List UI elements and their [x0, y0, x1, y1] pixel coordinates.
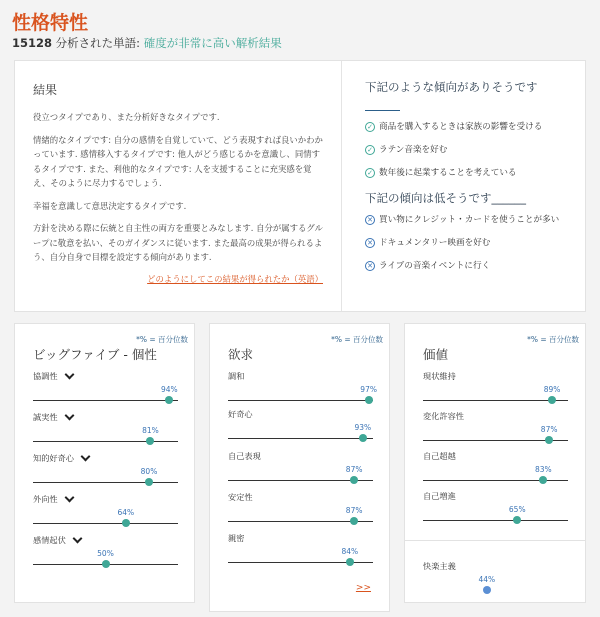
trait-name — [228, 409, 373, 420]
trait-label: 自己表現 — [228, 451, 261, 461]
percentile-value: 44% — [478, 575, 496, 584]
trait-agreeableness[interactable] — [33, 371, 178, 394]
value-self-enhancement — [423, 491, 568, 514]
percentile-marker — [483, 586, 491, 594]
percentile-value: 97% — [360, 385, 377, 394]
percentile-value: 93% — [354, 423, 372, 432]
likely-item — [365, 144, 577, 157]
values-panel — [404, 323, 586, 603]
unlikely-item-label: ライブの音楽イベントに行く — [379, 261, 491, 271]
need-harmony — [228, 371, 377, 394]
trait-name — [228, 492, 373, 503]
trait-label: 調和 — [228, 371, 245, 381]
need-curiosity — [228, 409, 373, 432]
trait-name — [33, 453, 178, 464]
percentile-marker — [146, 437, 154, 445]
percentile-marker — [350, 476, 358, 484]
trait-name — [228, 533, 373, 544]
likely-item-label: 数年後に起業することを考えている — [379, 168, 517, 178]
result-paragraph: 幸福を意識して意思決定するタイプです. — [33, 200, 187, 211]
tendencies-section — [355, 61, 587, 311]
likely-item-label: 商品を購入するときは家族の影響を受ける — [379, 122, 543, 132]
trait-extraversion[interactable] — [33, 494, 178, 517]
trait-name — [423, 371, 568, 382]
percentile-marker — [165, 396, 173, 404]
trait-name — [423, 451, 568, 462]
percentile-value: 64% — [117, 508, 135, 517]
result-paragraph: 方針を決める際に伝統と自主性の両方を重要とみなします. 自分が属するグループに敬意を払い、そのガイダンスに従います. また最高の成果が得られるよう、自分自身で目標を設定する傾向があります. — [33, 223, 323, 262]
percentile-value: 94% — [160, 385, 178, 394]
unlikely-item — [365, 260, 577, 273]
percentile-note: *% = 百分位数 — [331, 335, 383, 344]
unlikely-heading: 下記の傾向は低そうです______ — [365, 191, 526, 205]
trait-name — [423, 411, 568, 422]
unlikely-item-label: 買い物にクレジット・カードを使うことが多い — [379, 215, 560, 225]
percentile-value: 83% — [535, 465, 552, 474]
needs-panel — [209, 323, 390, 612]
trait-label: 自己超越 — [423, 451, 456, 461]
need-self-expression — [228, 451, 373, 474]
percentile-track — [33, 523, 178, 524]
percentile-track — [423, 520, 568, 521]
trait-name — [228, 451, 373, 462]
how-derived-link[interactable]: どのようにしてこの結果が得られたか（英語） — [147, 273, 323, 284]
result-section — [15, 61, 342, 311]
percentile-marker — [359, 434, 367, 442]
value-hedonism — [423, 561, 568, 584]
x-circle-icon: ✕ — [365, 215, 375, 225]
summary-card — [14, 60, 586, 312]
trait-label: 感情起伏 — [33, 535, 66, 545]
result-paragraph: 役立つタイプであり、また分析好きなタイプです. — [33, 112, 220, 122]
percentile-marker — [122, 519, 130, 527]
percentile-note: *% = 百分位数 — [527, 335, 579, 344]
trait-name — [33, 412, 178, 423]
value-conservation — [423, 371, 568, 394]
percentile-value: 50% — [97, 549, 114, 558]
values-heading: 価値 — [423, 347, 449, 362]
trait-name — [228, 371, 373, 382]
trait-name — [423, 561, 568, 572]
percentile-marker — [145, 478, 153, 486]
more-link[interactable]: >> — [355, 583, 371, 593]
percentile-track — [228, 438, 373, 439]
need-closeness — [228, 533, 373, 556]
analysis-summary-line — [12, 35, 282, 51]
unlikely-item-label: ドキュメンタリー映画を好む — [379, 238, 491, 248]
word-count: 15128 — [12, 36, 53, 50]
trait-label: 協調性 — [33, 371, 58, 381]
trait-label: 誠実性 — [33, 412, 58, 422]
percentile-value: 84% — [341, 547, 359, 556]
percentile-track — [423, 400, 568, 401]
check-circle-icon: ✓ — [365, 122, 375, 132]
value-openness-to-change — [423, 411, 568, 434]
trait-label: 外向性 — [33, 494, 58, 504]
result-heading: 結果 — [33, 83, 58, 97]
trait-label: 安定性 — [228, 492, 253, 502]
percentile-marker — [102, 560, 110, 568]
percentile-value: 80% — [140, 467, 158, 476]
chevron-down-icon[interactable] — [64, 370, 74, 380]
section-divider — [405, 540, 585, 541]
percentile-marker — [350, 517, 358, 525]
percentile-value: 87% — [540, 425, 558, 434]
percentile-value: 87% — [345, 465, 363, 474]
percentile-track — [33, 441, 178, 442]
x-circle-icon: ✕ — [365, 238, 375, 248]
result-paragraph: 情緒的なタイプです: 自分の感情を自覚していて、どう表現すれば良いかわかっています. 感情移入するタイプです: 他人がどう感じるかを意識し、同情するタイプです. また、利他的なタイプです: 人を支援することに充実感を覚え、そのように尽力するでしょう. — [33, 134, 323, 188]
percentile-marker — [539, 476, 547, 484]
percentile-value: 81% — [142, 426, 159, 435]
trait-label: 快楽主義 — [423, 561, 456, 571]
percentile-note: *% = 百分位数 — [136, 335, 188, 344]
trait-label: 知的好奇心 — [33, 453, 74, 463]
percentile-marker — [545, 436, 553, 444]
percentile-value: 87% — [345, 506, 363, 515]
trait-name — [33, 371, 178, 382]
chevron-down-icon[interactable] — [72, 534, 82, 544]
trait-openness[interactable] — [33, 453, 178, 476]
check-circle-icon: ✓ — [365, 168, 375, 178]
unlikely-item — [365, 214, 577, 227]
check-circle-icon: ✓ — [365, 145, 375, 155]
trait-emotional-range[interactable] — [33, 535, 178, 558]
page-title: 性格特性 — [12, 12, 89, 34]
percentile-value: 89% — [543, 385, 561, 394]
confidence-label: 確度が非常に高い解析結果 — [143, 36, 282, 50]
likely-item — [365, 167, 577, 180]
percentile-track — [228, 400, 373, 401]
chevron-down-icon[interactable] — [81, 452, 91, 462]
word-count-label: 分析された単語: — [55, 36, 141, 50]
needs-heading: 欲求 — [228, 347, 254, 362]
need-stability — [228, 492, 373, 515]
percentile-marker — [513, 516, 521, 524]
value-self-transcendence — [423, 451, 568, 474]
trait-label: 自己増進 — [423, 491, 456, 501]
heading-underline — [365, 101, 400, 111]
trait-name — [33, 494, 178, 505]
likely-heading: 下記のような傾向がありそうです — [365, 80, 538, 94]
trait-label: 現状維持 — [423, 371, 456, 381]
x-circle-icon: ✕ — [365, 261, 375, 271]
percentile-track — [33, 482, 178, 483]
trait-label: 好奇心 — [228, 409, 253, 419]
percentile-marker — [346, 558, 354, 566]
percentile-marker — [365, 396, 373, 404]
likely-item-label: ラテン音楽を好む — [379, 145, 448, 155]
big-five-panel — [14, 323, 195, 603]
percentile-value: 65% — [508, 505, 526, 514]
chevron-down-icon[interactable] — [64, 493, 74, 503]
trait-conscientiousness[interactable] — [33, 412, 178, 435]
trait-label: 親密 — [228, 533, 245, 543]
percentile-track — [33, 400, 178, 401]
likely-item — [365, 121, 577, 134]
percentile-marker — [548, 396, 556, 404]
chevron-down-icon[interactable] — [64, 411, 74, 421]
trait-name — [423, 491, 568, 502]
trait-label: 変化許容性 — [423, 411, 464, 421]
big-five-heading: ビッグファイブ - 個性 — [33, 347, 157, 362]
trait-name — [33, 535, 178, 546]
unlikely-item — [365, 237, 577, 250]
